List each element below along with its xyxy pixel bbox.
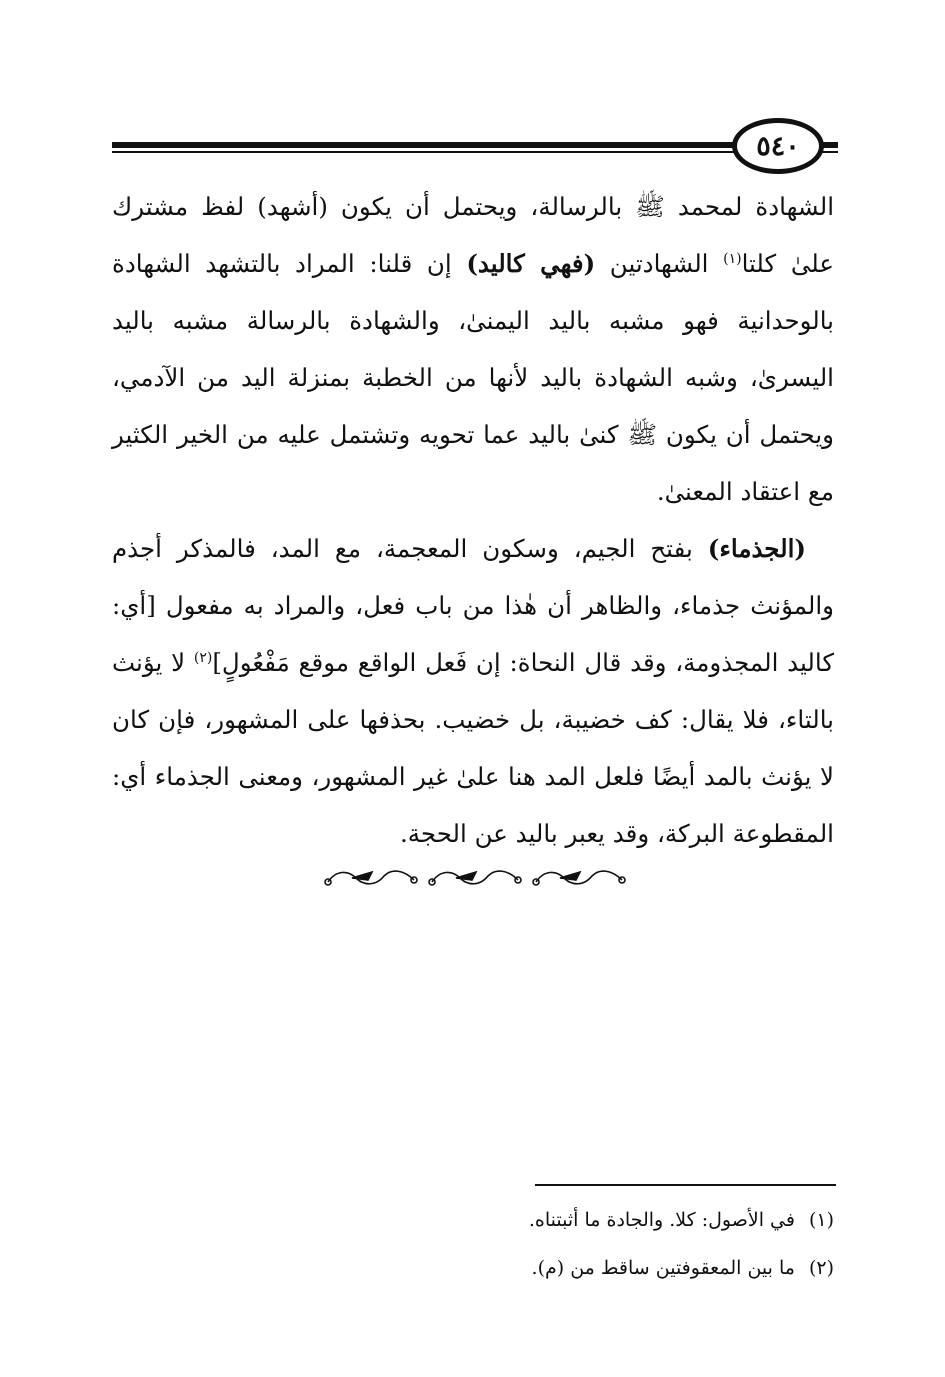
paragraph-1-part-2: الشهادتين (595, 249, 724, 278)
footnote-separator (535, 1184, 836, 1186)
paragraph-1-part-3: إن قلنا: المراد بالتشهد الشهادة بالوحدانية فهو مشبه باليد اليمنىٰ، والشهادة بالرسالة مشبه باليد اليسرىٰ، وشبه الشهادة باليد لأنها من الخطبة بمنزلة اليد من الآدمي، ويحتمل أن يكون ﷺ كنىٰ باليد عما تحويه وتشتمل عليه من الخير الكثير مع اعتقاد المعنىٰ. (112, 249, 834, 506)
page-number: ٥٤٠ (756, 130, 800, 162)
footnote-2-number: (٢) (808, 1257, 834, 1279)
footnote-ref-1: (١) (723, 250, 742, 267)
footnote-1-number: (١) (808, 1209, 834, 1231)
ornament-motif-1 (325, 871, 417, 885)
footnote-2 (112, 1244, 834, 1292)
ornament-motif-3 (533, 871, 625, 885)
footnote-ref-2: (٢) (193, 649, 213, 666)
footnote-1 (112, 1196, 834, 1244)
paragraph-1 (112, 178, 834, 520)
bold-term-kalyad: (فهي كاليد) (466, 249, 596, 278)
page-number-badge (732, 118, 824, 174)
main-text-body (112, 178, 834, 862)
ornament-motif-2 (429, 871, 521, 885)
bold-term-jadhmaa: (الجذماء) (707, 534, 806, 563)
footnotes (112, 1196, 834, 1292)
section-end-ornament (322, 860, 632, 896)
paragraph-2-part-2: لا يؤنث بالتاء، فلا يقال: كف خضيبة، بل خضيب. بحذفها على المشهور، فإن كان لا يؤنث بالمد أيضًا فلعل المد هنا علىٰ غير المشهور، ومعنى الجذماء أي: المقطوعة البركة، وقد يعبر باليد عن الحجة. (112, 648, 834, 848)
page-header (112, 118, 838, 178)
footnote-1-text: في الأصول: كلا. والجادة ما أثبتناه. (528, 1209, 795, 1231)
paragraph-2 (112, 520, 834, 862)
header-double-rule (112, 140, 838, 156)
paragraph-2-part-1: بفتح الجيم، وسكون المعجمة، مع المد، فالمذكر أجذم والمؤنث جذماء، والظاهر أن هٰذا من باب فعل، والمراد به مفعول [أي: كاليد المجذومة، وقد قال النحاة: إن فَعل الواقع موقع مَفْعُولٍ] (112, 534, 834, 677)
paragraph-1-part-1: الشهادة لمحمد ﷺ بالرسالة، ويحتمل أن يكون (أشهد) لفظ مشترك علىٰ كلتا (112, 192, 834, 278)
footnote-2-text: ما بين المعقوفتين ساقط من (م). (531, 1257, 795, 1279)
